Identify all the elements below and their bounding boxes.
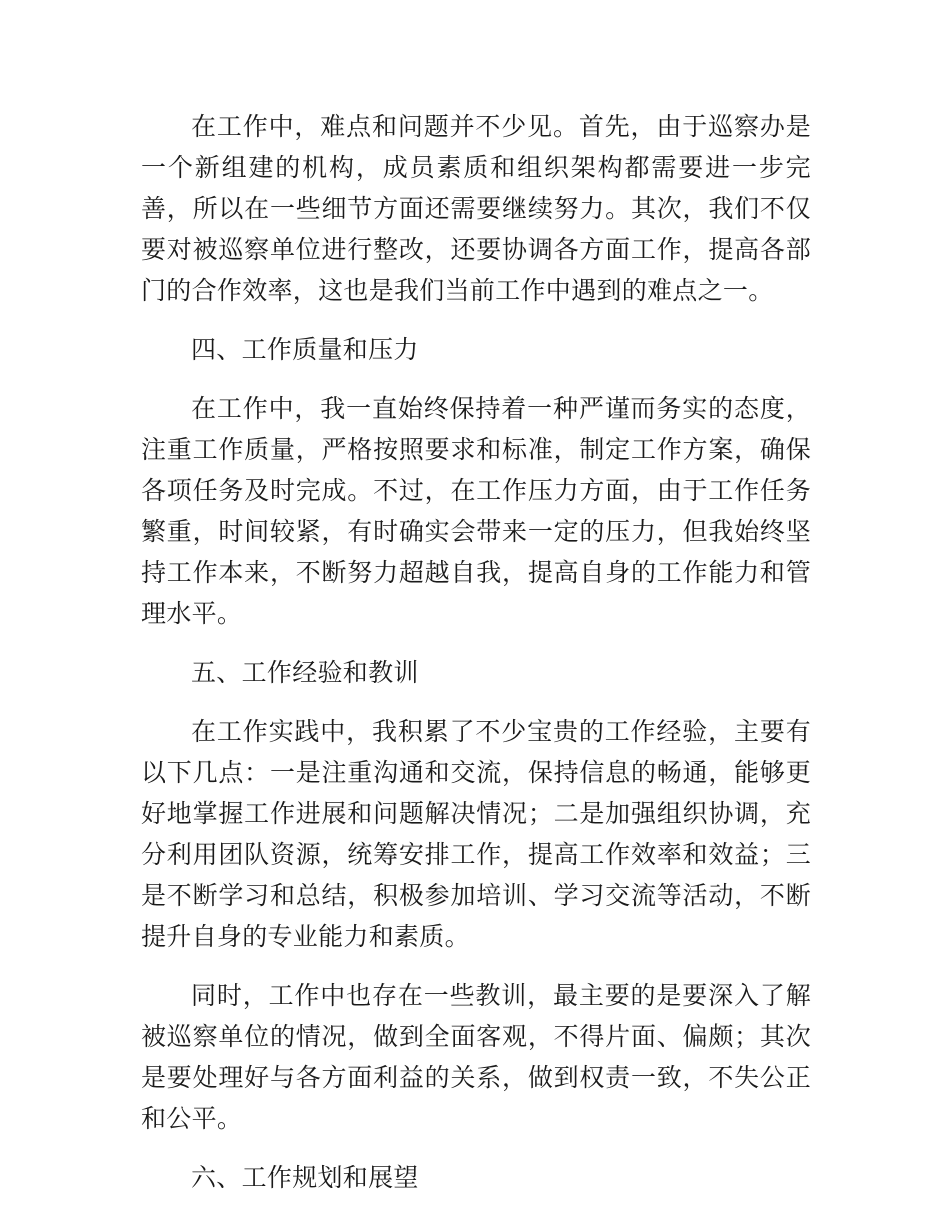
paragraph-experience: 在工作实践中，我积累了不少宝贵的工作经验，主要有以下几点：一是注重沟通和交流，保持信息的畅通，能够更好地掌握工作进展和问题解决情况；二是加强组织协调，充分利用团队资源，统筹安排工作，提高工作效率和效益；三是不断学习和总结，积极参加培训、学习交流等活动，不断提升自身的专业能力和素质。 — [141, 717, 811, 951]
paragraph-difficulties: 在工作中，难点和问题并不少见。首先，由于巡察办是一个新组建的机构，成员素质和组织架构都需要进一步完善，所以在一些细节方面还需要继续努力。其次，我们不仅要对被巡察单位进行整改，还要协调各方面工作，提高各部门的合作效率，这也是我们当前工作中遇到的难点之一。 — [141, 112, 811, 305]
document-body — [141, 106, 811, 1198]
spacer — [141, 634, 811, 652]
section-heading-4: 四、工作质量和压力 — [191, 335, 419, 364]
spacer — [141, 1139, 811, 1157]
paragraph-lessons: 同时，工作中也存在一些教训，最主要的是要深入了解被巡察单位的情况，做到全面客观，不得片面、偏颇；其次是要处理好与各方面利益的关系，做到权责一致，不失公正和公平。 — [141, 981, 811, 1133]
spacer — [141, 957, 811, 975]
section-heading-5: 五、工作经验和教训 — [191, 658, 419, 687]
spacer — [141, 311, 811, 329]
paragraph-quality: 在工作中，我一直始终保持着一种严谨而务实的态度，注重工作质量，严格按照要求和标准，制定工作方案，确保各项任务及时完成。不过，在工作压力方面，由于工作任务繁重，时间较紧，有时确实会带来一定的压力，但我始终坚持工作本来，不断努力超越自我，提高自身的工作能力和管理水平。 — [141, 394, 811, 628]
spacer — [141, 693, 811, 711]
spacer — [141, 370, 811, 388]
section-heading-6: 六、工作规划和展望 — [191, 1163, 419, 1192]
